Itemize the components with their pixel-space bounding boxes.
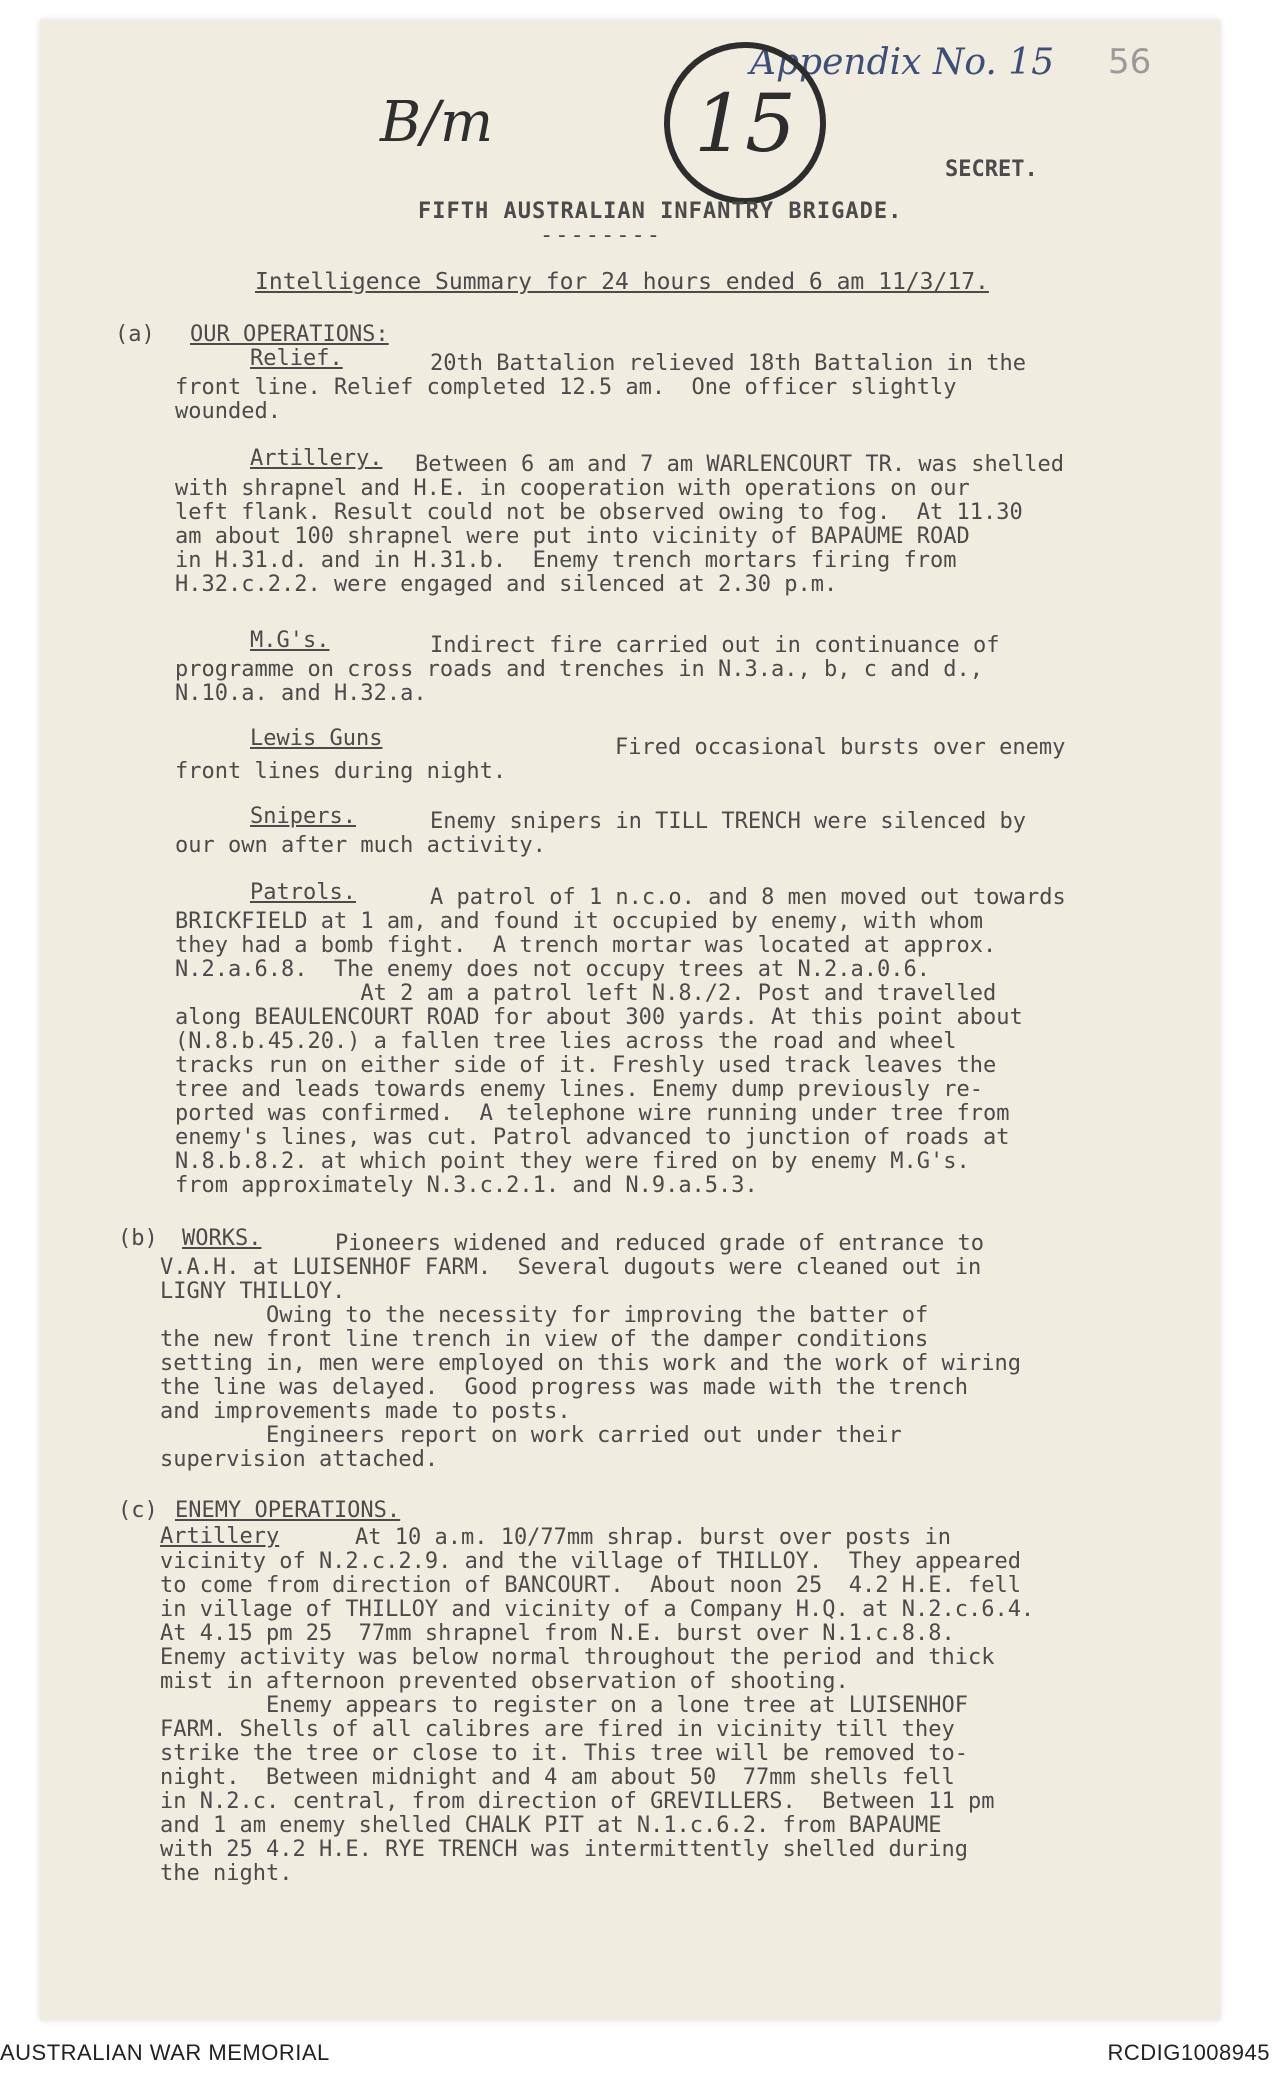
text-line: wounded. xyxy=(175,399,281,424)
text-line: strike the tree or close to it. This tree will be removed to- xyxy=(160,1741,968,1766)
snipers-label: Snipers. xyxy=(250,804,356,829)
snipers-text xyxy=(175,810,1026,858)
text-line: N.10.a. and H.32.a. xyxy=(175,681,427,706)
section-b-marker: (b) xyxy=(118,1226,158,1251)
document-title: Intelligence Summary for 24 hours ended 6 am 11/3/17. xyxy=(255,269,989,295)
text-line: along BEAULENCOURT ROAD for about 300 yards. At this point about xyxy=(175,1005,1023,1030)
artillery-label: Artillery. xyxy=(250,446,383,471)
text-line: FARM. Shells of all calibres are fired in vicinity till they xyxy=(160,1717,955,1742)
text-line: the new front line trench in view of the damper conditions xyxy=(160,1327,929,1352)
text-line: night. Between midnight and 4 am about 50 77mm shells fell xyxy=(160,1765,955,1790)
text-line: Enemy appears to register on a lone tree at LUISENHOF xyxy=(160,1693,968,1718)
text-line: setting in, men were employed on this work and the work of wiring xyxy=(160,1351,1021,1376)
text-line: enemy's lines, was cut. Patrol advanced to junction of roads at xyxy=(175,1125,1010,1150)
appendix-annotation: Appendix No. 15 xyxy=(750,42,1055,83)
enemy-artillery-label: Artillery xyxy=(160,1524,280,1549)
enemy-artillery-text xyxy=(160,1526,1034,1886)
text-line: am about 100 shrapnel were put into vicinity of BAPAUME ROAD xyxy=(175,524,970,549)
text-line: left flank. Result could not be observed owing to fog. At 11.30 xyxy=(175,500,1023,525)
text-line: Pioneers widened and reduced grade of entrance to xyxy=(335,1231,985,1256)
text-line: with 25 4.2 H.E. RYE TRENCH was intermittently shelled during xyxy=(160,1837,968,1862)
page-number: 56 xyxy=(1108,42,1152,82)
text-line: Fired occasional bursts over enemy xyxy=(615,735,1066,760)
text-line: A patrol of 1 n.c.o. and 8 men moved out towards xyxy=(430,885,1066,910)
relief-text xyxy=(175,352,1026,424)
text-line: 20th Battalion relieved 18th Battalion in the xyxy=(430,351,1027,376)
text-line: with shrapnel and H.E. in cooperation with operations on our xyxy=(175,476,970,501)
text-line: the night. xyxy=(160,1861,293,1886)
text-line: N.8.b.8.2. at which point they were fired on by enemy M.G's. xyxy=(175,1149,970,1174)
text-line: the line was delayed. Good progress was made with the trench xyxy=(160,1375,968,1400)
patrols-label: Patrols. xyxy=(250,880,356,905)
text-line: Engineers report on work carried out under their xyxy=(160,1423,902,1448)
section-c-heading: ENEMY OPERATIONS. xyxy=(175,1498,401,1523)
initials-annotation: B/m xyxy=(380,90,494,155)
footer-source: AUSTRALIAN WAR MEMORIAL xyxy=(0,2040,330,2065)
patrols-text xyxy=(175,886,1066,1198)
works-text xyxy=(160,1232,1021,1472)
text-line: in N.2.c. central, from direction of GREVILLERS. Between 11 pm xyxy=(160,1789,995,1814)
text-line: front lines during night. xyxy=(175,759,507,784)
text-line: Enemy snipers in TILL TRENCH were silenced by xyxy=(430,809,1027,834)
section-c-marker: (c) xyxy=(118,1498,158,1523)
text-line: mist in afternoon prevented observation of shooting. xyxy=(160,1669,849,1694)
mgs-text xyxy=(175,634,1000,706)
text-line: At 4.15 pm 25 77mm shrapnel from N.E. burst over N.1.c.8.8. xyxy=(160,1621,955,1646)
text-line: from approximately N.3.c.2.1. and N.9.a.5.3. xyxy=(175,1173,758,1198)
footer-record-id: RCDIG1008945 xyxy=(1107,2040,1270,2065)
text-line: front line. Relief completed 12.5 am. One officer slightly xyxy=(175,375,957,400)
text-line: LIGNY THILLOY. xyxy=(160,1279,346,1304)
classification-label: SECRET. xyxy=(945,157,1038,182)
lewis-guns-label: Lewis Guns xyxy=(250,726,383,751)
section-a-heading: OUR OPERATIONS: xyxy=(190,322,389,347)
text-line: they had a bomb fight. A trench mortar was located at approx. xyxy=(175,933,997,958)
text-line: to come from direction of BANCOURT. About noon 25 4.2 H.E. fell xyxy=(160,1573,1021,1598)
text-line: V.A.H. at LUISENHOF FARM. Several dugouts were cleaned out in xyxy=(160,1255,982,1280)
heading-rule: -------- xyxy=(540,223,662,248)
text-line: and improvements made to posts. xyxy=(160,1399,571,1424)
text-line: programme on cross roads and trenches in N.3.a., b, c and d., xyxy=(175,657,983,682)
relief-label: Relief. xyxy=(250,346,343,371)
lewis-guns-text xyxy=(175,736,1065,784)
text-line: tree and leads towards enemy lines. Enemy dump previously re- xyxy=(175,1077,983,1102)
text-line: (N.8.b.45.20.) a fallen tree lies across the road and wheel xyxy=(175,1029,957,1054)
text-line: tracks run on either side of it. Freshly used track leaves the xyxy=(175,1053,997,1078)
text-line: our own after much activity. xyxy=(175,833,546,858)
circled-number-text: 15 xyxy=(694,76,796,170)
text-line: At 10 a.m. 10/77mm shrap. burst over posts in xyxy=(355,1525,952,1550)
text-line: Enemy activity was below normal throughout the period and thick xyxy=(160,1645,995,1670)
text-line: Between 6 am and 7 am WARLENCOURT TR. was shelled xyxy=(415,452,1065,477)
text-line: in H.31.d. and in H.31.b. Enemy trench mortars firing from xyxy=(175,548,957,573)
text-line: in village of THILLOY and vicinity of a Company H.Q. at N.2.c.6.4. xyxy=(160,1597,1035,1622)
text-line: At 2 am a patrol left N.8./2. Post and travelled xyxy=(175,981,997,1006)
mgs-label: M.G's. xyxy=(250,628,330,653)
text-line: Indirect fire carried out in continuance of xyxy=(430,633,1000,658)
unit-heading: FIFTH AUSTRALIAN INFANTRY BRIGADE. xyxy=(418,199,903,224)
text-line: BRICKFIELD at 1 am, and found it occupied by enemy, with whom xyxy=(175,909,983,934)
artillery-text xyxy=(175,453,1064,597)
text-line: N.2.a.6.8. The enemy does not occupy trees at N.2.a.0.6. xyxy=(175,957,930,982)
section-b-heading: WORKS. xyxy=(182,1226,262,1251)
text-line: and 1 am enemy shelled CHALK PIT at N.1.c.6.2. from BAPAUME xyxy=(160,1813,942,1838)
text-line: H.32.c.2.2. were engaged and silenced at 2.30 p.m. xyxy=(175,572,838,597)
circled-number xyxy=(664,42,826,204)
text-line: Owing to the necessity for improving the batter of xyxy=(160,1303,929,1328)
text-line: ported was confirmed. A telephone wire running under tree from xyxy=(175,1101,1010,1126)
section-a-marker: (a) xyxy=(115,322,155,347)
text-line: supervision attached. xyxy=(160,1447,439,1472)
text-line: vicinity of N.2.c.2.9. and the village of THILLOY. They appeared xyxy=(160,1549,1021,1574)
